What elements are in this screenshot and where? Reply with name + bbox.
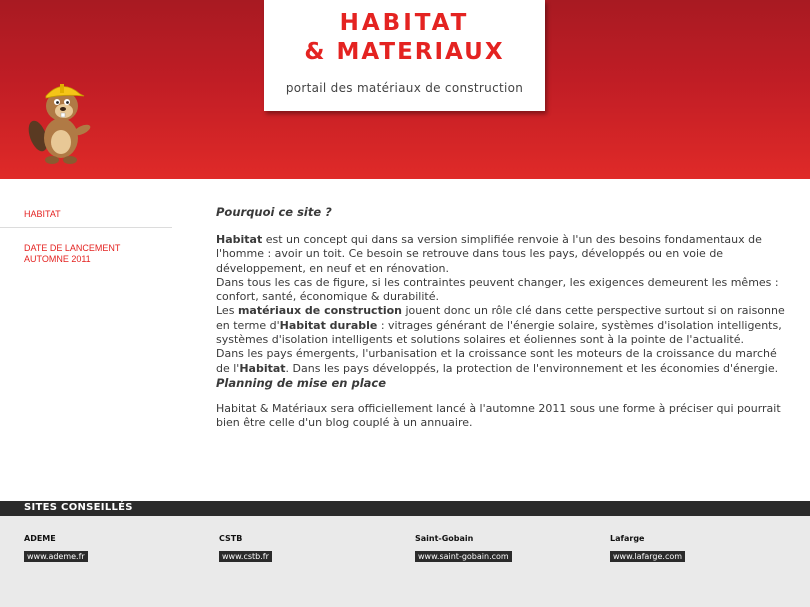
- logo-tagline: portail des matériaux de construction: [285, 81, 524, 95]
- sidebar-item-habitat[interactable]: HABITAT: [24, 209, 61, 219]
- bold-habitat: Habitat: [239, 361, 286, 375]
- paragraph-habitat: [216, 233, 786, 304]
- footer-bar: [0, 501, 810, 516]
- bold-habitat: Habitat: [216, 233, 263, 246]
- site-card-saint-gobain: [415, 534, 512, 563]
- site-link-lafarge[interactable]: www.lafarge.com: [610, 551, 685, 562]
- paragraph-text: : vitrages générant de l'énergie solaire, systèmes d'isolation intelligents, systèmes d'isolation intelligents et solutions solaires et éoliennes sont à la pointe de l'actualité.: [216, 318, 782, 347]
- site-name: CSTB: [219, 534, 243, 543]
- site-link-saint-gobain[interactable]: www.saint-gobain.com: [415, 551, 512, 562]
- main-article: [216, 205, 786, 431]
- paragraph-materials: [216, 304, 786, 347]
- paragraph-text: est un concept qui dans sa version simplifiée renvoie à l'un des besoins fondamentaux de l'homme : avoir un toit. Ce besoin se retrouve dans tous les pays, développés ou en voie de développement, en neuf et en rénovation.: [216, 233, 762, 275]
- paragraph-planning: Habitat & Matériaux sera officiellement lancé à l'automne 2011 sous une forme à préciser qui pourrait bien être celle d'un blog couplé à un annuaire.: [216, 401, 781, 430]
- footer-title: SITES CONSEILLÉS: [24, 502, 133, 513]
- bold-sustainable: Habitat durable: [279, 318, 378, 332]
- logo-title-line1: HABITAT: [339, 10, 470, 36]
- paragraph-text: Dans tous les cas de figure, si les contraintes peuvent changer, les exigences demeurent les mêmes : confort, santé, économique & durabilité.: [216, 275, 779, 304]
- content-area: [0, 179, 810, 501]
- bold-materials: matériaux de construction: [237, 304, 402, 318]
- site-card-cstb: [219, 534, 272, 563]
- site-name: ADEME: [24, 534, 56, 543]
- site-name: Saint-Gobain: [415, 534, 474, 543]
- logo-title-line2: & MATERIAUX: [304, 39, 505, 65]
- site-card-lafarge: [610, 534, 685, 563]
- site-header: [0, 0, 810, 179]
- beaver-mascot-icon: [26, 80, 96, 166]
- heading-planning: Planning de mise en place: [216, 375, 387, 390]
- site-name: Lafarge: [610, 534, 645, 543]
- sidebar-item-launch-date[interactable]: DATE DE LANCEMENT AUTOMNE 2011: [24, 243, 121, 264]
- site-link-cstb[interactable]: www.cstb.fr: [219, 551, 272, 562]
- site-link-ademe[interactable]: www.ademe.fr: [24, 551, 88, 562]
- paragraph-text: jouent donc un rôle clé dans cette perspective surtout si on raisonne en terme d': [216, 304, 785, 332]
- sidebar-divider: [0, 227, 172, 228]
- heading-why-site: Pourquoi ce site ?: [216, 205, 332, 219]
- site-card-ademe: [24, 534, 88, 563]
- site-logo[interactable]: [264, 0, 545, 111]
- paragraph-markets: [216, 347, 786, 376]
- paragraph-text: Les: [216, 304, 238, 318]
- paragraph-text: Dans les pays émergents, l'urbanisation et la croissance sont les moteurs de la croissance du marché de l': [216, 347, 777, 375]
- paragraph-text: . Dans les pays développés, la protection de l'environnement et les économies d'énergie.: [285, 361, 779, 375]
